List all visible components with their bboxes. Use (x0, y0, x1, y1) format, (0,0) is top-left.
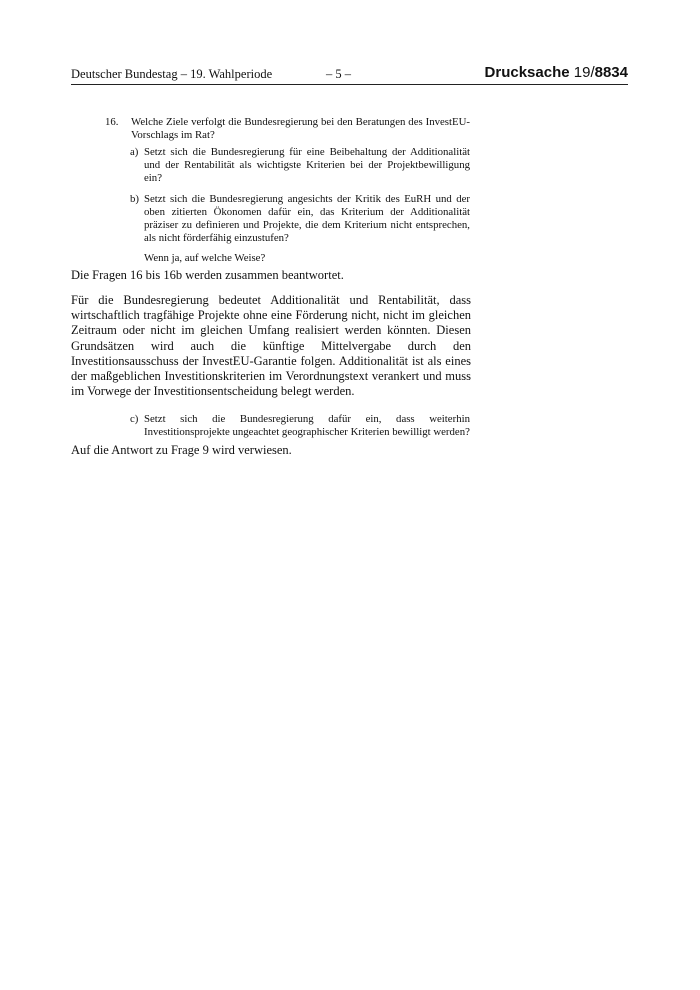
question-text: Welche Ziele verfolgt die Bundesregierung bei den Beratungen des InvestEU-Vorschlags im Rat? (131, 116, 470, 141)
answer-intro: Die Fragen 16 bis 16b werden zusammen beantwortet. (71, 268, 344, 282)
header-title: Deutscher Bundestag – 19. Wahlperiode (71, 67, 273, 81)
sub-text: Setzt sich die Bundesregierung angesichts der Kritik des EuRH und der oben zitierten Ökonomen dafür ein, das Kriterium der Additionalität präziser zu definieren und Projekte, die dem Kriterium nicht entsprechen, als nicht förderfähig einzustufen? (144, 193, 470, 244)
answer-body: Für die Bundesregierung bedeutet Additionalität und Rentabilität, dass wirtschaftlich tragfähige Projekte ohne eine Förderung nicht, nicht im gleichen Zeitraum oder nicht im gleichen Umfang realisiert werden könnten. Diesen Grundsätzen wird auch die künftige Mittelvergabe durch den Investitionsausschuss der InvestEU-Garantie folgen. Additionalität ist als eines der maßgeblichen Investitionskriterien im Verordnungstext verankert und muss im Vorwege der Investitionsentscheidung belegt werden. (71, 293, 471, 399)
page-number: – 5 – (326, 67, 351, 81)
question-16b (130, 193, 470, 245)
sub-text: Setzt sich die Bundesregierung für eine Beibehaltung der Additionalität und der Rentabilität als wichtigste Kriterien bei der Projektbewilligung ein? (144, 146, 470, 184)
question-number: 16. (105, 116, 119, 128)
answer-16c: Auf die Antwort zu Frage 9 wird verwiesen. (71, 443, 292, 457)
document-number (485, 64, 628, 81)
question-16 (105, 116, 470, 142)
document-number-value: 8834 (594, 64, 628, 81)
sub-text: Setzt sich die Bundesregierung dafür ein, dass weiterhin Investitionsprojekte ungeachtet geographischer Kriterien bewilligt werden? (144, 413, 470, 438)
document-label: Drucksache (484, 64, 570, 81)
question-16a (130, 146, 470, 185)
document-number-prefix: 19/ (573, 64, 595, 81)
question-16b-followup: Wenn ja, auf welche Weise? (144, 252, 266, 264)
sub-label: c) (130, 413, 139, 425)
question-16c (130, 413, 470, 439)
page-header (71, 66, 628, 85)
sub-label: a) (130, 146, 139, 158)
sub-label: b) (130, 193, 139, 205)
